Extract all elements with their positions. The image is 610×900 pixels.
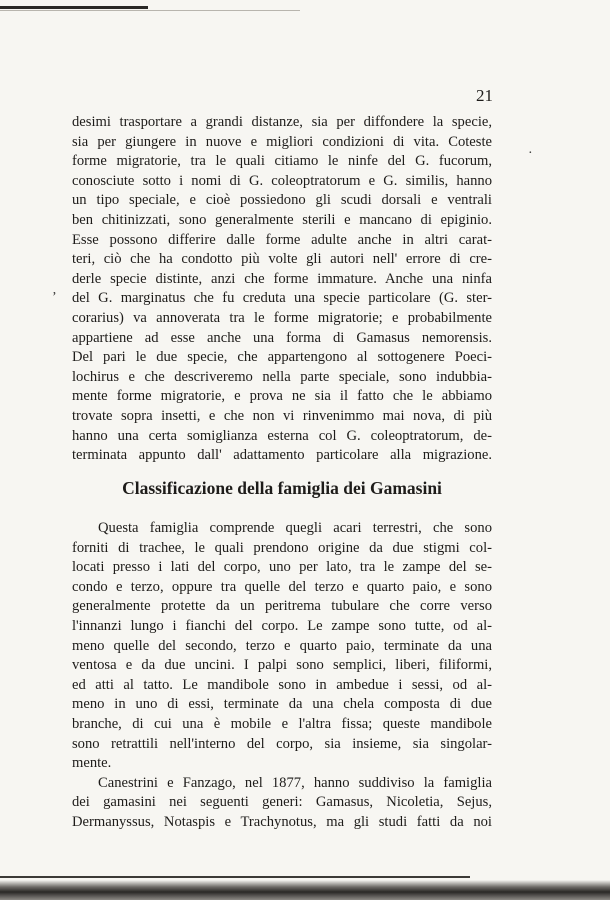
text-line: forniti di trachee, le quali prendono origine da due stigmi col- [72, 539, 492, 556]
text-line: del G. marginatus che fu creduta una specie particolare (G. ster- [72, 290, 492, 307]
margin-tick-mark: ʼ [52, 290, 57, 305]
text-line: ed atti al tatto. Le mandibole sono in ambedue i sessi, od al- [72, 676, 492, 693]
text-line: hanno una certa somiglianza esterna col G. coleoptratorum, de- [72, 427, 492, 444]
text-line: Questa famiglia comprende quegli acari terrestri, che sono [98, 520, 492, 536]
text-line: generalmente protette da un peritrema tubulare che corre verso [72, 598, 492, 615]
text-line: meno in uno di essi, terminate da una chela composta di due [72, 696, 492, 713]
text-line: dei gamasini nei seguenti generi: Gamasus, Nicoletia, Sejus, [72, 794, 492, 811]
text-line: Del pari le due specie, che appartengono al sottogenere Poeci- [72, 349, 492, 366]
text-line: ben chitinizzati, sono generalmente sterili e mancano di epiginio. [72, 211, 492, 228]
top-edge-rule-faint [0, 10, 300, 11]
text-line: trovate sopra insetti, e che non vi rinvenimmo mai nova, di più [72, 407, 492, 424]
text-line: derle specie distinte, anzi che forme immature. Anche una ninfa [72, 270, 492, 287]
text-line: sia per giungere in nuove e migliori condizioni di vita. Coteste [72, 133, 492, 150]
text-line: conosciute sotto i nomi di G. coleoptratorum e G. similis, hanno [72, 172, 492, 189]
text-line: teri, ciò che ha condotto più volte gli autori nell' errore di cre- [72, 251, 492, 268]
text-line: terminata appunto dall' adattamento particolare alla migrazione. [72, 447, 492, 464]
text-line: l'innanzi lungo i fianchi del corpo. Le zampe sono tutte, od al- [72, 617, 492, 634]
text-line: desimi trasportare a grandi distanze, sia per diffondere la specie, [72, 114, 492, 130]
text-line: locati presso i lati del corpo, uno per lato, tra le zampe del se- [72, 559, 492, 576]
text-line: Dermanyssus, Notaspis e Trachynotus, ma gli studi fatti da noi [72, 813, 492, 830]
text-line: appartiene ad esse anche una forma di Gamasus nemorensis. [72, 329, 492, 346]
text-line: mente. [72, 755, 112, 772]
top-edge-rule [0, 6, 148, 9]
text-line: condo e terzo, oppure tra quelle del terzo e quarto paio, e sono [72, 578, 492, 595]
page-number: 21 [476, 86, 493, 105]
text-line: forme migratorie, tra le quali citiamo le ninfe del G. fucorum, [72, 153, 492, 170]
text-line: corarius) va annoverata tra le forme migratorie; e probabilmente [72, 309, 492, 326]
text-line: ventosa e da due uncini. I palpi sono semplici, liberi, filiformi, [72, 657, 492, 674]
text-line: Esse possono differire dalle forme adulte anche in altri carat- [72, 231, 492, 248]
margin-dot-mark: · [528, 146, 533, 161]
text-line: meno quelle del secondo, terzo e quarto paio, terminate da una [72, 637, 492, 654]
paragraph-family-description [72, 519, 492, 833]
text-line: sono retrattili nell'interno del corpo, sia insieme, sia singolar- [72, 735, 492, 752]
section-heading: Classificazione della famiglia dei Gamasini [122, 478, 442, 498]
text-line: mente forme migratorie, e prova ne sia il fatto che le abbiamo [72, 388, 492, 405]
paragraph-migratory-forms [72, 113, 492, 466]
text-line: branche, di cui una è mobile e l'altra fissa; queste mandibole [72, 715, 492, 732]
bottom-edge-shadow [0, 880, 610, 900]
text-line: un tipo speciale, e cioè possiedono gli scudi dorsali e ventrali [72, 192, 492, 209]
text-line: Canestrini e Fanzago, nel 1877, hanno suddiviso la famiglia [98, 774, 492, 791]
text-line: lochirus e che descriveremo nella parte speciale, sono indubbia- [72, 368, 492, 385]
bottom-edge-rule [0, 876, 470, 878]
